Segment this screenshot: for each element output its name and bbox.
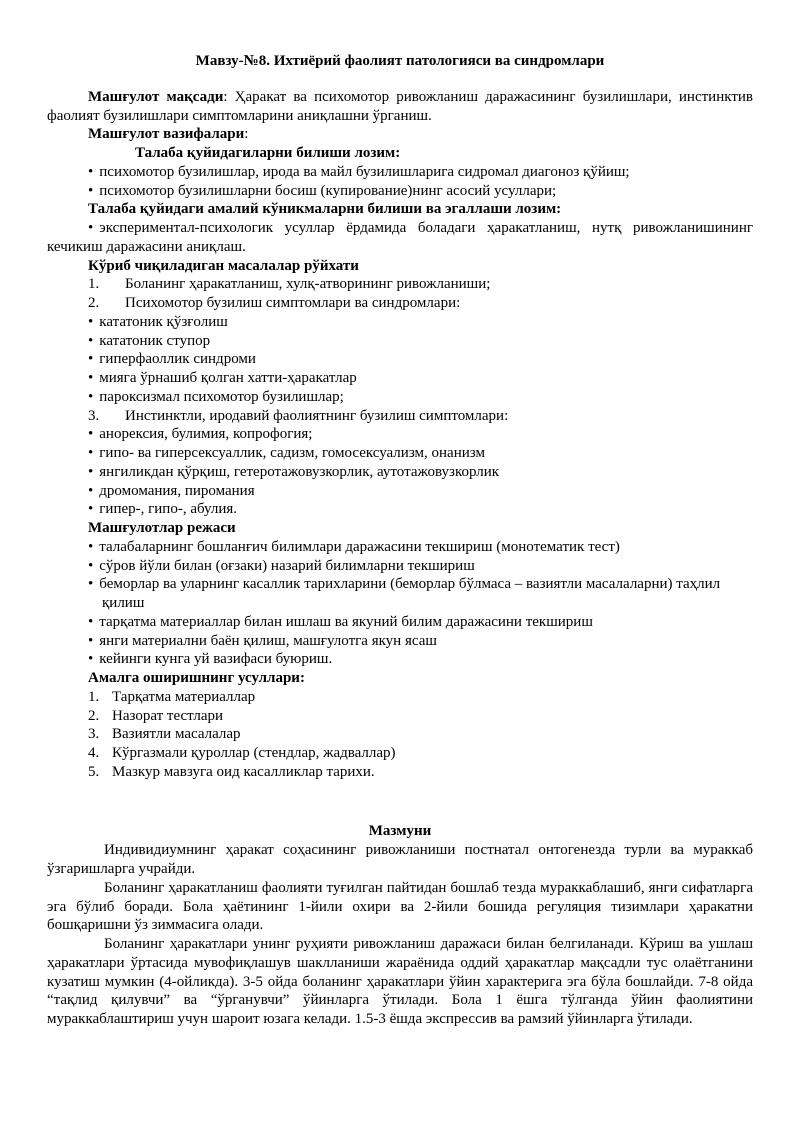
tasks-colon: : [244, 126, 249, 143]
item-text: Психомотор бузилиш симптомлари ва синдромлари: [125, 295, 461, 311]
bullet-icon: • [88, 220, 94, 236]
know-heading: Талаба қуйидагиларни билиши лозим: [135, 145, 401, 161]
bullet-icon: • [88, 351, 94, 368]
list-item-plan-1 [88, 538, 753, 557]
list-item-psycho-1 [88, 313, 753, 332]
content-paragraph-2: Боланинг ҳаракатланиш фаолияти туғилган пайтидан бошлаб тезда мураккаблашиб, янги сифатларга эга бўлиб боради. Бола ҳаётининг 1-йили охири ва 2-йили бошида регуляция тизимлари ҳаракатни бошқаришни ўз зиммасига олади. [47, 879, 753, 934]
plan-heading: Машғулотлар режаси [88, 520, 236, 536]
list-item-plan-5 [88, 632, 753, 651]
bullet-icon: • [88, 613, 94, 630]
numbered-item-3 [88, 407, 753, 426]
list-item-instinct-2 [88, 444, 753, 463]
list-item-text: талабаларнинг бошланғич билимлари даражасини текшириш (монотематик тест) [99, 538, 620, 555]
list-item-text: кататоник ступор [99, 332, 211, 349]
list-item-know-2 [88, 182, 753, 201]
list-item-instinct-1 [88, 425, 753, 444]
bullet-icon: • [88, 557, 94, 574]
bullet-icon: • [88, 482, 94, 499]
list-item-plan-2 [88, 557, 753, 576]
list-item-plan-4 [88, 613, 753, 632]
bullet-icon: • [88, 445, 94, 461]
item-number: 2. [88, 295, 100, 311]
bullet-icon: • [88, 576, 94, 593]
purpose-text: : Ҳаракат ва психомотор ривожланиш даражасининг бузилишлари, инстинктив фаолият бузилишлари симптомларини аниқлашни ўрганиш. [47, 88, 753, 124]
list-item-text: экспериментал-психологик усуллар ёрдамида боладаги ҳаракатланиш, нутқ ривожланишининг кечикиш даражасини аниқлаш. [47, 220, 753, 255]
item-number: 5. [88, 763, 100, 780]
list-item-text: анорексия, булимия, копрофогия; [99, 426, 313, 443]
list-item-instinct-3 [88, 463, 753, 482]
tasks-paragraph [47, 125, 753, 144]
numbered-method-1 [88, 688, 753, 707]
list-item-text: беморлар ва уларнинг касаллик тарихларини (беморлар бўлмаса – вазиятли масалаларни) таҳлил қилиш [99, 576, 721, 611]
list-item-psycho-5 [88, 388, 753, 407]
item-number: 3. [88, 407, 100, 424]
bullet-icon: • [88, 426, 94, 443]
list-item-know-1 [88, 163, 753, 182]
list-item-text: психомотор бузилишларни босиш (купирование)нинг асосий усуллари; [99, 182, 557, 199]
list-item-text: гипо- ва гиперсексуаллик, садизм, гомосексуализм, онанизм [99, 445, 485, 461]
list-item-text: пароксизмал психомотор бузилишлар; [99, 388, 344, 405]
list-item-instinct-4 [88, 482, 753, 501]
bullet-icon: • [88, 163, 94, 180]
item-number: 2. [88, 707, 100, 724]
numbered-item-2 [88, 294, 753, 313]
list-item-text: янги материални баён қилиш, машғулотга якун ясаш [99, 632, 437, 649]
tasks-label: Машғулот вазифалари [88, 126, 245, 143]
item-text: Инстинктли, иродавий фаолиятнинг бузилиш симптомлари: [125, 407, 509, 424]
list-item-text: дромомания, пиромания [99, 482, 255, 499]
content-heading: Мазмуни [368, 822, 432, 839]
list-item-text: психомотор бузилишлар, ирода ва майл бузилишларига сидромал диагоноз қўйиш; [99, 163, 630, 180]
list-item-instinct-5 [88, 500, 753, 519]
list-item-plan-6 [88, 650, 753, 669]
list-item-text: мияга ўрнашиб қолган хатти-ҳаракатлар [99, 370, 357, 386]
item-number: 4. [88, 745, 100, 761]
item-number: 1. [88, 276, 100, 293]
purpose-label: Машғулот мақсади [88, 88, 224, 105]
item-text: Мазкур мавзуга оид касалликлар тарихи. [112, 763, 375, 780]
numbered-method-2 [88, 707, 753, 726]
list-item-text: гиперфаоллик синдроми [99, 351, 256, 368]
skills-heading: Талаба қуйидаги амалий кўникмаларни билиши ва эгаллаши лозим: [88, 201, 562, 218]
bullet-icon: • [88, 538, 94, 555]
list-item-text: тарқатма материаллар билан ишлаш ва якуний билим даражасини текшириш [99, 613, 593, 630]
purpose-paragraph [47, 88, 753, 126]
content-paragraph-1: Индивидиумнинг ҳаракат соҳасининг ривожланиши постнатал онтогенезда турли ва мураккаб ўзгаришларга учрайди. [47, 842, 753, 877]
numbered-method-3 [88, 725, 753, 744]
item-text: Вазиятли масалалар [112, 726, 241, 743]
list-item-text: кейинги кунга уй вазифаси буюриш. [99, 651, 333, 668]
list-item-text: сўров йўли билан (оғзаки) назарий билимларни текшириш [99, 557, 475, 574]
list-item-psycho-3 [88, 350, 753, 369]
list-item-plan-3 [88, 575, 753, 613]
bullet-icon: • [88, 632, 94, 649]
list-item-skills [47, 219, 753, 257]
bullet-icon: • [88, 182, 94, 199]
list-item-psycho-2 [88, 332, 753, 351]
content-paragraph-3: Боланинг ҳаракатлари унинг руҳияти ривожланиш даражаси билан белгиланади. Кўриш ва ушлаш ҳаракатлари ўртасида мувофиқлашув шаклланиши жараёнида оддий ҳаракатлар мақсадли тус олаётганини кузатиш мумкин (4-ойликда). 3-5 ойда боланинг ҳаракатлари ўйин характерига эга бўла бошлайди. 7-8 ойда “тақлид қилувчи” ва “ўрганувчи” ўйинларга ўтилади. Бола 1 ёшга тўлганда ўйин фаолиятини мураккаблаштириш учун шароит юзага келади. 1.5-3 ёшда экспрессив ва рамзий ўйинларга ўтилади. [47, 936, 753, 1027]
bullet-icon: • [88, 313, 94, 330]
item-number: 3. [88, 726, 100, 743]
list-item-psycho-4 [88, 369, 753, 388]
list-item-text: гипер-, гипо-, абулия. [99, 501, 238, 518]
list-item-text: янгиликдан қўрқиш, гетеротажовузкорлик, аутотажовузкорлик [99, 463, 500, 480]
bullet-icon: • [88, 651, 94, 668]
item-number: 1. [88, 688, 100, 705]
numbered-method-4 [88, 744, 753, 763]
bullet-icon: • [88, 388, 94, 405]
bullet-icon: • [88, 501, 94, 518]
numbered-item-1 [88, 275, 753, 294]
doc-title: Мавзу-№8. Ихтиёрий фаолият патологияси ва синдромлари [195, 53, 605, 69]
bullet-icon: • [88, 332, 94, 349]
item-text: Кўргазмали қуроллар (стендлар, жадваллар) [112, 745, 396, 761]
item-text: Назорат тестлари [112, 707, 223, 724]
numbered-method-5 [88, 763, 753, 782]
item-text: Тарқатма материаллар [112, 688, 256, 705]
methods-heading: Амалга оширишнинг усуллари: [88, 670, 305, 686]
bullet-icon: • [88, 463, 94, 480]
list-item-text: кататоник қўзғолиш [99, 313, 228, 330]
issues-heading: Кўриб чиқиладиган масалалар рўйхати [88, 257, 359, 274]
item-text: Боланинг ҳаракатланиш, хулқ-атворининг ривожланиши; [125, 276, 491, 293]
bullet-icon: • [88, 370, 94, 386]
